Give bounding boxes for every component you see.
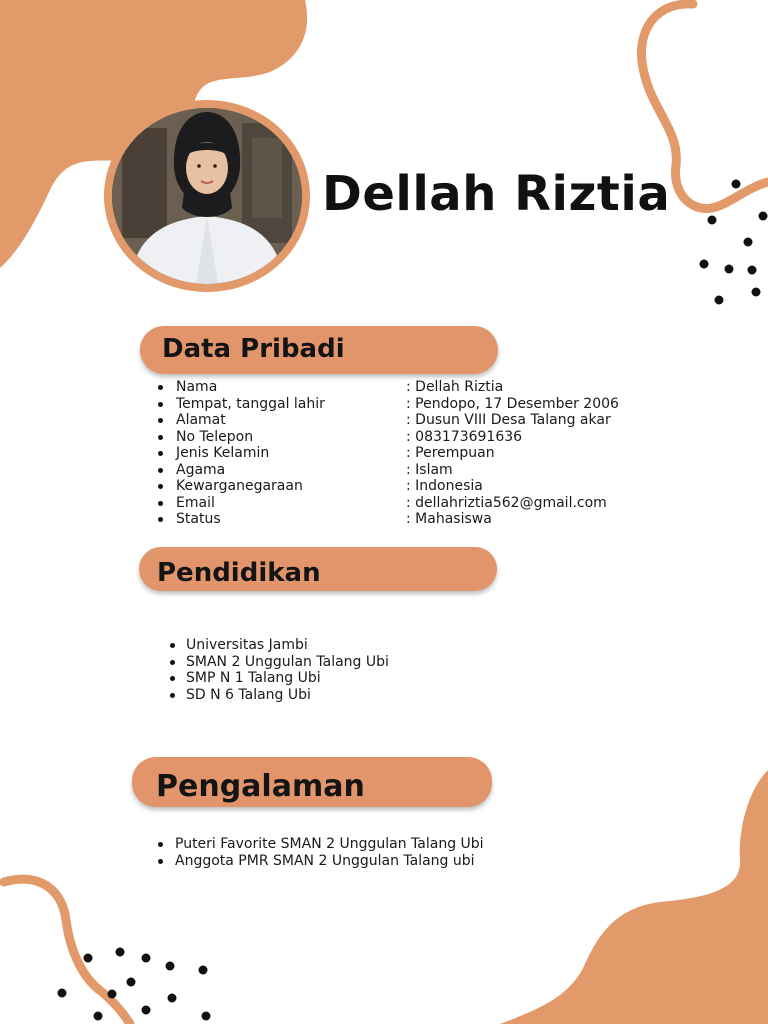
list-item-text: Puteri Favorite SMAN 2 Unggulan Talang Ubi [175, 836, 484, 852]
info-row [158, 396, 678, 413]
bottom-left-curve [4, 879, 130, 1024]
list-item [170, 637, 410, 654]
info-row [158, 495, 678, 512]
section-title: Pendidikan [157, 558, 321, 588]
info-label: Email [176, 494, 215, 511]
info-value: : Mahasiswa [406, 511, 492, 527]
personal-data-list [158, 379, 678, 528]
list-item [170, 654, 410, 671]
list-item-text: Anggota PMR SMAN 2 Unggulan Talang ubi [175, 852, 475, 869]
person-name: Dellah Riztia [322, 166, 671, 222]
section-title: Pengalaman [156, 769, 365, 804]
info-value: : dellahriztia562@gmail.com [406, 494, 607, 511]
info-row [158, 511, 678, 528]
list-item-text: Universitas Jambi [186, 637, 308, 653]
info-value: : Pendopo, 17 Desember 2006 [406, 395, 619, 412]
info-label: Alamat [176, 412, 226, 428]
info-row [158, 462, 678, 479]
experience-list [158, 836, 578, 869]
profile-photo [112, 108, 302, 284]
list-item-text: SMP N 1 Talang Ubi [186, 670, 321, 686]
info-label: Nama [176, 379, 218, 395]
list-item-text: SMAN 2 Unggulan Talang Ubi [186, 653, 389, 670]
list-item [158, 853, 578, 870]
list-item [170, 670, 410, 687]
education-list [170, 637, 410, 703]
section-title: Data Pribadi [162, 334, 345, 364]
info-value: : Islam [406, 461, 453, 478]
info-label: Status [176, 511, 221, 527]
bottom-right-blob [500, 770, 768, 1024]
info-value: : Indonesia [406, 478, 483, 494]
info-label: Kewarganegaraan [176, 478, 303, 494]
info-row [158, 412, 678, 429]
info-row [158, 445, 678, 462]
info-label: No Telepon [176, 428, 254, 445]
info-row [158, 478, 678, 495]
info-label: Jenis Kelamin [176, 445, 270, 461]
info-value: : Dellah Riztia [406, 379, 504, 395]
info-label: Tempat, tanggal lahir [176, 395, 325, 412]
info-label: Agama [176, 461, 226, 478]
info-value: : Perempuan [406, 445, 495, 461]
info-row [158, 429, 678, 446]
section-header-experience [132, 757, 492, 807]
list-item [170, 687, 410, 704]
info-row [158, 379, 678, 396]
list-item-text: SD N 6 Talang Ubi [186, 686, 311, 703]
info-value: : 083173691636 [406, 428, 523, 445]
list-item [158, 836, 578, 853]
info-value: : Dusun VIII Desa Talang akar [406, 412, 611, 428]
section-header-education [139, 547, 497, 591]
section-header-personal [140, 326, 498, 374]
